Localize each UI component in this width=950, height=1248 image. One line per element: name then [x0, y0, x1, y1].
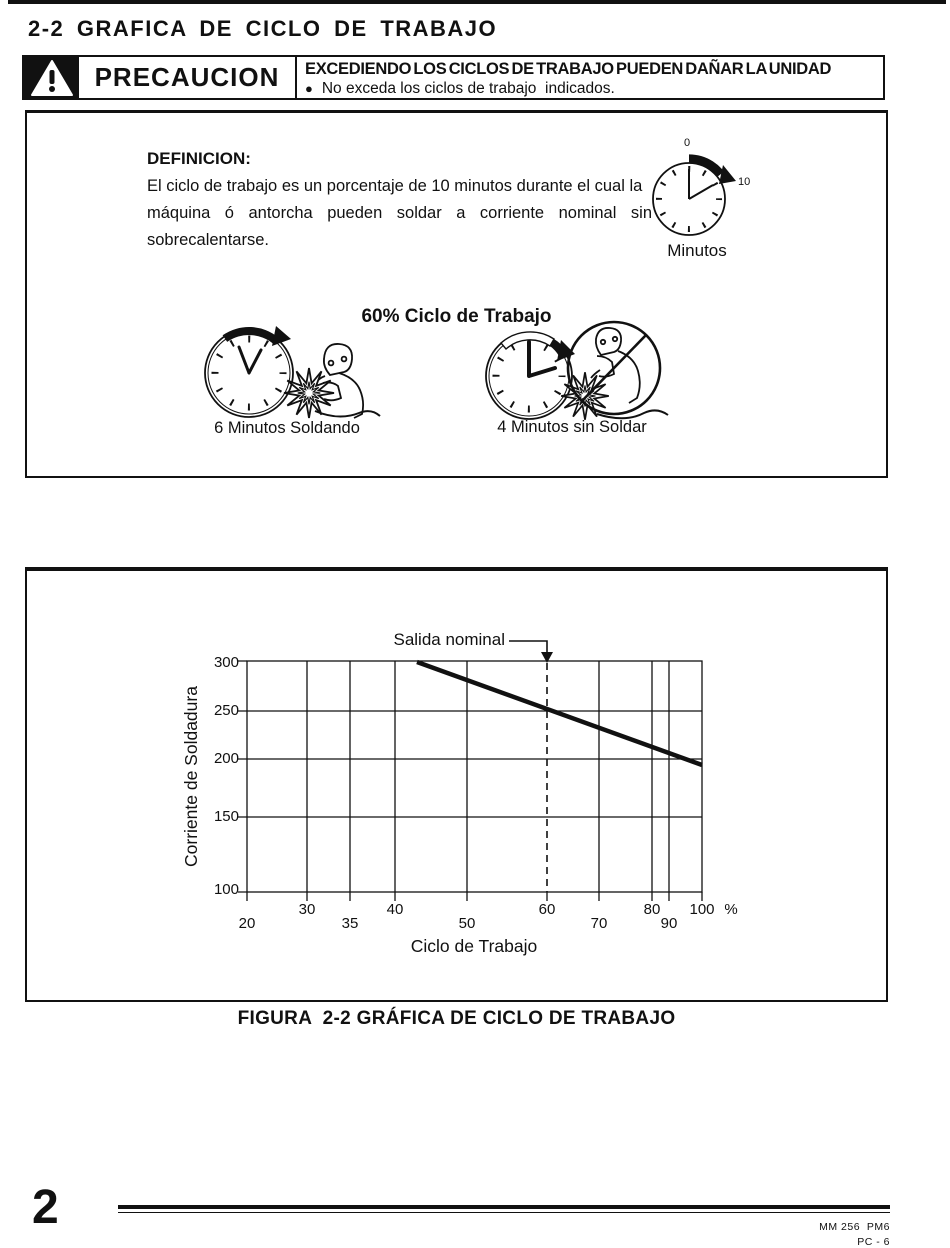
y-tick-250: 250 — [213, 702, 239, 719]
page-title: 2-2 GRAFICA DE CICLO DE TRABAJO — [28, 16, 498, 41]
x-tick-100: 100 — [689, 901, 715, 918]
caution-label: PRECAUCION — [94, 62, 280, 92]
x-axis-title: Ciclo de Trabajo — [410, 936, 538, 956]
minutes-clock-caption: Minutos — [667, 241, 727, 260]
footer-rule-thick — [118, 1205, 890, 1209]
x-tick-80: 80 — [643, 901, 661, 918]
x-tick-90: 90 — [660, 915, 678, 932]
definition-box — [25, 110, 888, 478]
x-tick-40: 40 — [386, 901, 404, 918]
h-gridlines — [247, 711, 702, 817]
definition-line-3: sobrecalentarse. — [147, 231, 269, 249]
x-axis-ticks — [247, 892, 702, 901]
caution-label-box — [79, 57, 297, 98]
y-tick-200: 200 — [213, 750, 239, 767]
figure-caption: FIGURA 2-2 GRÁFICA DE CICLO DE TRABAJO — [237, 1008, 676, 1029]
definition-line-1: El ciclo de trabajo es un porcentaje de 10 minutos durante el cual la — [147, 177, 643, 195]
x-tick-70: 70 — [590, 915, 608, 932]
resting-caption: 4 Minutos sin Soldar — [497, 418, 647, 436]
footer-rule-thin — [118, 1212, 890, 1213]
y-axis-title: Corriente de Soldadura — [181, 686, 201, 867]
clock-scale-end-label: 10 — [738, 176, 751, 188]
page-number: 2 — [32, 1181, 59, 1234]
y-tick-300: 300 — [213, 654, 239, 671]
prohibition-icon — [568, 322, 660, 414]
welding-illustration — [197, 323, 382, 419]
duty-cycle-title: 60% Ciclo de Trabajo — [361, 306, 552, 327]
x-tick-35: 35 — [341, 915, 359, 932]
nominal-connector — [509, 641, 547, 653]
y-tick-150: 150 — [213, 808, 239, 825]
y-axis-ticks — [238, 661, 247, 892]
caution-bullet-line — [305, 79, 875, 99]
x-tick-50: 50 — [458, 915, 476, 932]
bullet-icon: ● — [305, 81, 313, 96]
warning-icon-box — [24, 57, 79, 98]
footer-code-line-2: PC - 6 — [857, 1236, 890, 1248]
caution-bullet-text: No exceda los ciclos de trabajo indicados. — [321, 80, 615, 97]
clock-scale-start-label: 0 — [683, 137, 691, 149]
duty-cycle-curve — [417, 662, 702, 765]
caution-banner — [22, 55, 885, 100]
top-rule — [8, 0, 946, 4]
caution-heading: EXCEDIENDO LOS CICLOS DE TRABAJO PUEDEN DAÑAR LA UNIDAD — [305, 60, 832, 78]
caution-text-box — [297, 57, 883, 98]
minutes-clock-figure — [627, 135, 767, 261]
x-axis-unit: % — [724, 901, 738, 918]
warning-triangle-icon — [29, 58, 75, 98]
x-tick-20: 20 — [238, 915, 256, 932]
x-tick-30: 30 — [298, 901, 316, 918]
welding-caption: 6 Minutos Soldando — [214, 419, 360, 437]
nominal-output-label: Salida nominal — [393, 630, 505, 649]
definition-heading: DEFINICION: — [147, 149, 251, 168]
y-tick-100: 100 — [213, 881, 239, 898]
plot-border — [247, 661, 702, 892]
footer-codes — [640, 1220, 890, 1248]
definition-line-2: máquina ó antorcha pueden soldar a corriente nominal sin — [147, 204, 652, 222]
footer-code-line-1: MM 256 PM6 — [819, 1221, 890, 1233]
definition-paragraph — [147, 173, 652, 254]
minutes-clock-icon — [627, 135, 757, 239]
chart-box — [25, 567, 888, 1002]
x-tick-60: 60 — [538, 901, 556, 918]
welder-figure — [314, 344, 380, 418]
no-welding-illustration — [477, 318, 677, 422]
v-gridlines — [307, 661, 669, 892]
